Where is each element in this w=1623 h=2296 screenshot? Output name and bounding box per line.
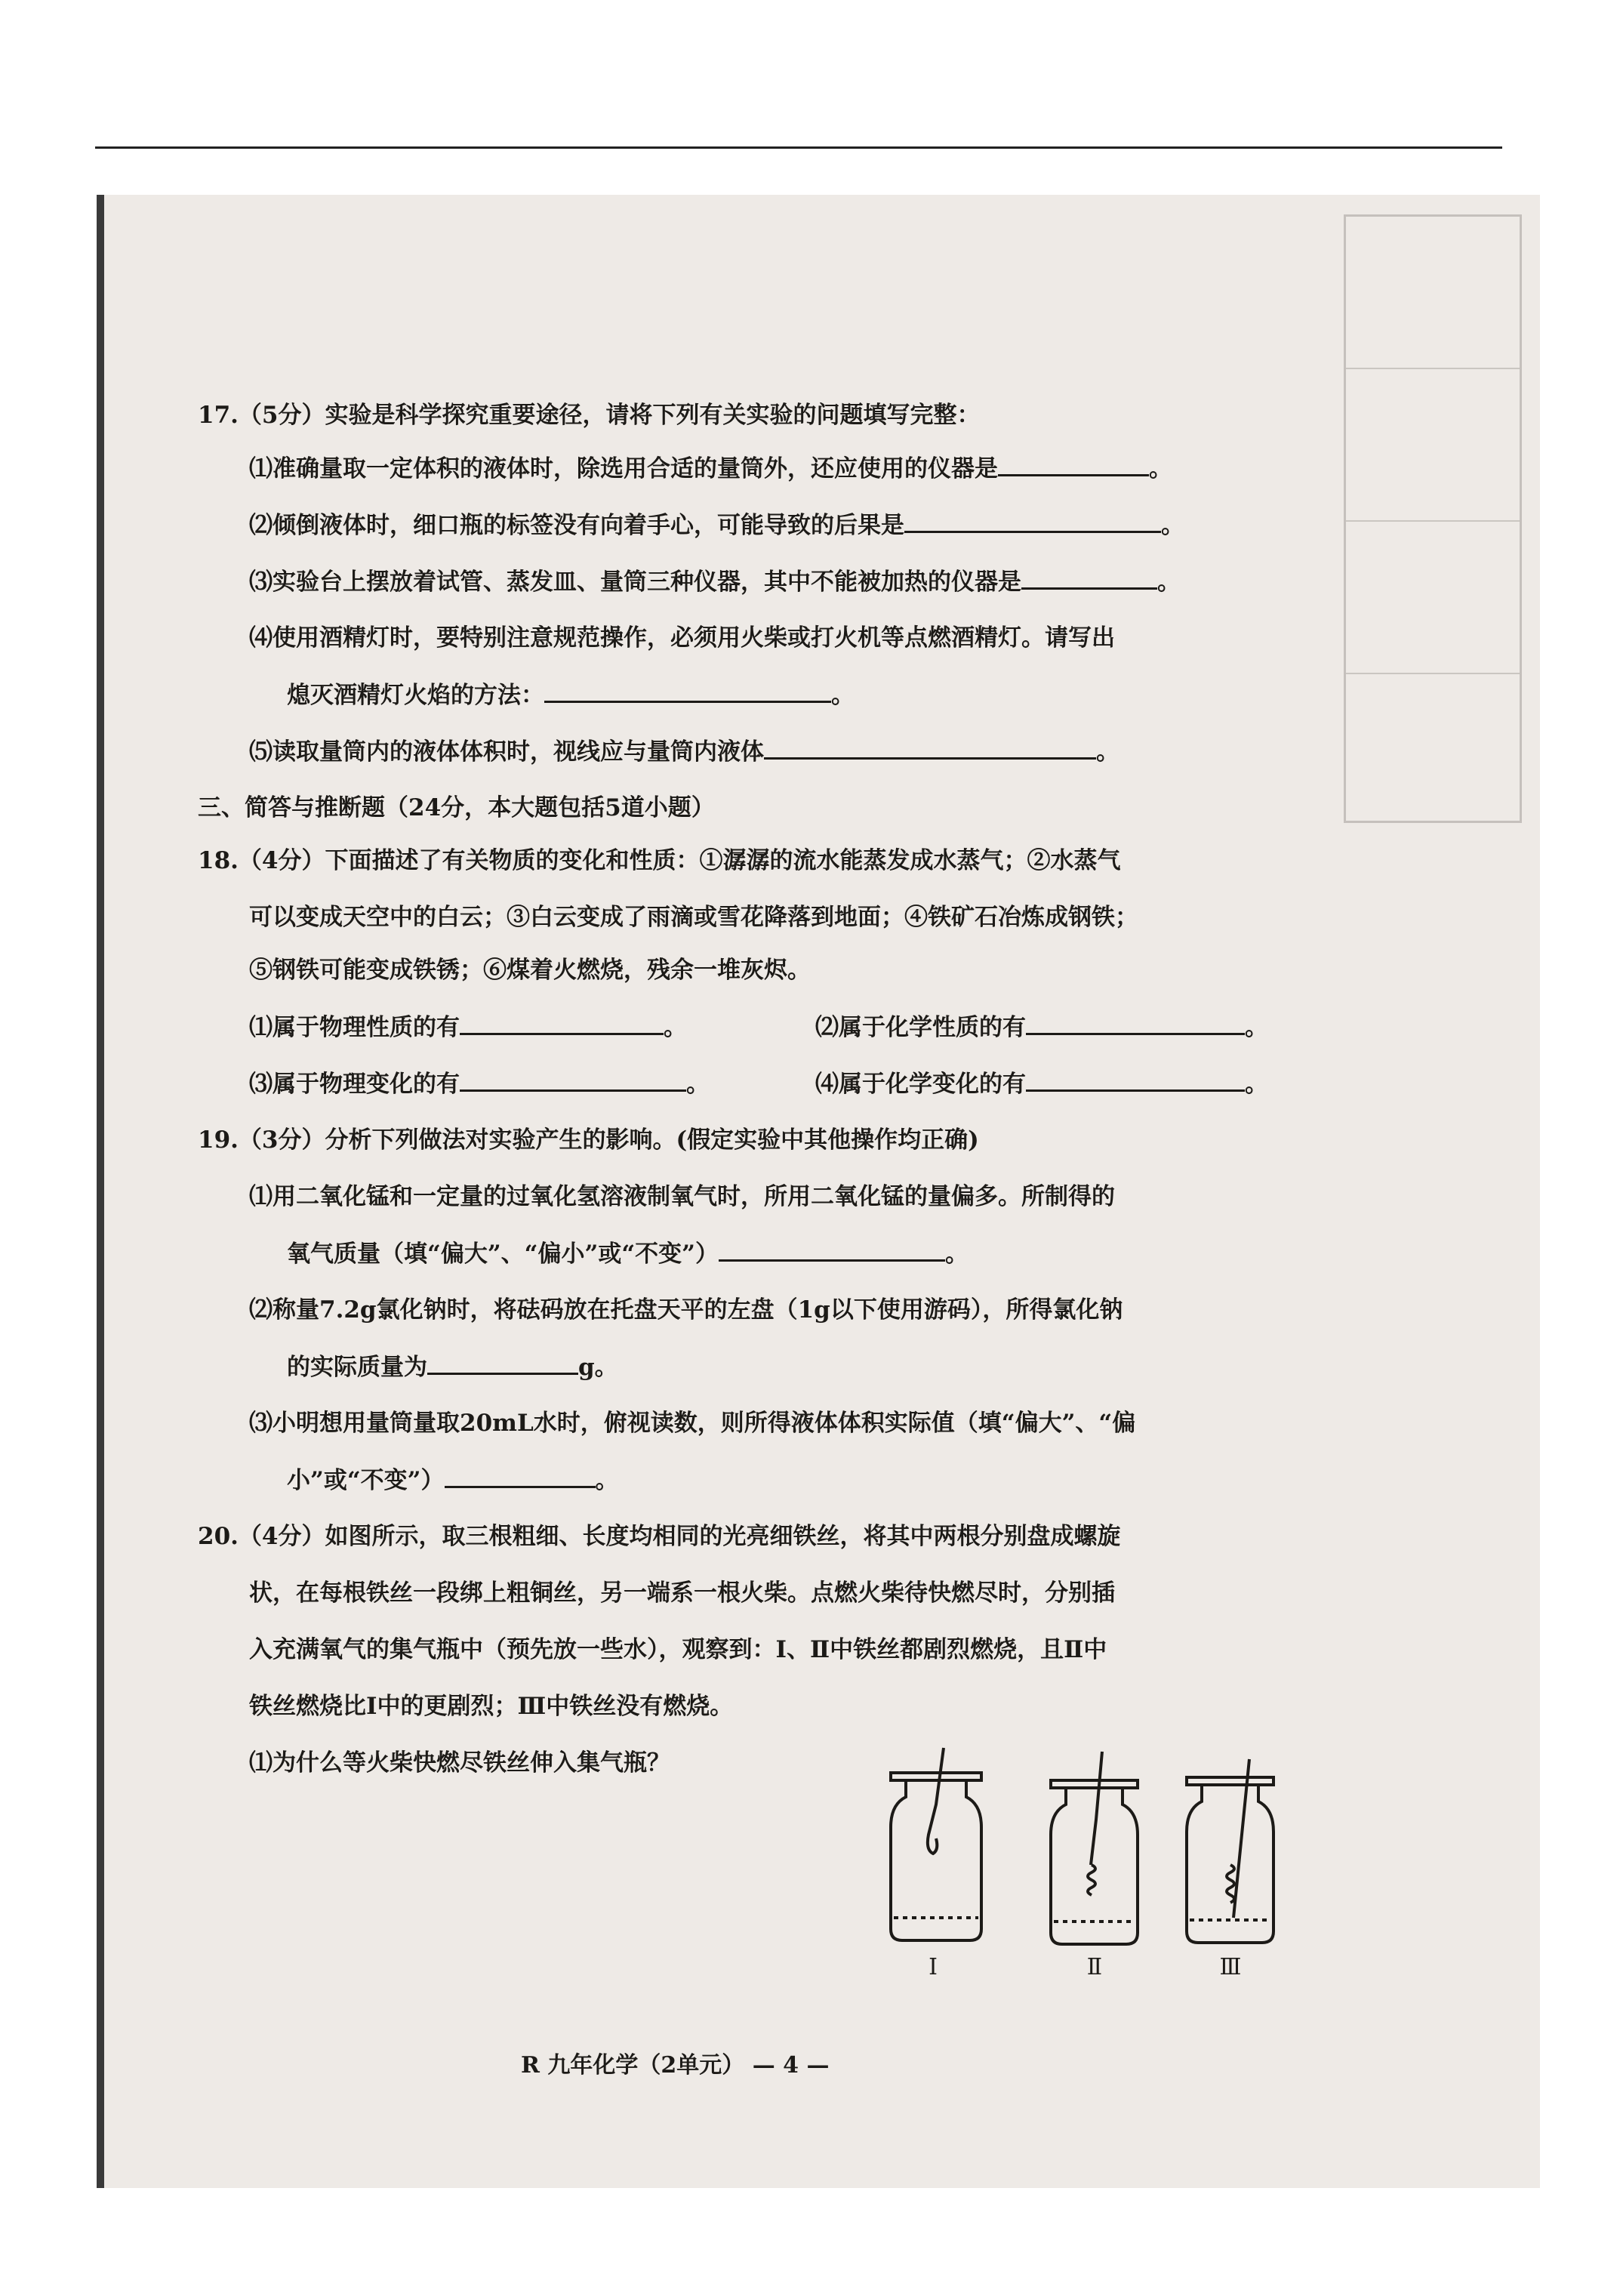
answer-blank[interactable] (719, 1238, 945, 1262)
jar-3 (1187, 1759, 1273, 1943)
q18-part4: ⑷属于化学变化的有 。 (815, 1068, 1268, 1099)
answer-blank[interactable] (1021, 566, 1157, 590)
q17-stem: 17.（5分）实验是科学探究重要途径，请将下列有关实验的问题填写完整： (198, 402, 981, 429)
q18-stem-3: ⑤钢铁可能变成铁锈；⑥煤着火燃烧，残余一堆灰烬。 (249, 957, 811, 984)
q20-stem-2: 状，在每根铁丝一段绑上粗铜丝，另一端系一根火柴。点燃火柴待快燃尽时，分别插 (249, 1579, 1115, 1607)
q20-stem-1: 20.（4分）如图所示，取三根粗细、长度均相同的光亮细铁丝，将其中两根分别盘成螺旋 (198, 1523, 1121, 1550)
q19-part1b: 氧气质量（填“偏大”、“偏小”或“不变”） 。 (287, 1238, 969, 1269)
q17-part4b: 熄灭酒精灯火焰的方法： 。 (287, 680, 855, 710)
q17-part5: ⑸读取量筒内的液体体积时，视线应与量筒内液体 。 (249, 736, 1119, 767)
answer-blank[interactable] (1026, 1012, 1245, 1035)
q17-part2: ⑵倾倒液体时，细口瓶的标签没有向着手心，可能导致的后果是 。 (249, 510, 1184, 541)
answer-blank[interactable] (904, 510, 1161, 533)
answer-blank[interactable] (764, 736, 1096, 760)
q17-part4: ⑷使用酒精灯时，要特别注意规范操作，必须用火柴或打火机等点燃酒精灯。请写出 (249, 624, 1115, 652)
answer-blank[interactable] (445, 1465, 596, 1488)
q20-part1: ⑴为什么等火柴快燃尽铁丝伸入集气瓶？ (249, 1749, 670, 1777)
section-heading: 三、简答与推断题（24分，本大题包括5道小题） (198, 794, 715, 821)
answer-blank[interactable] (460, 1012, 664, 1035)
gas-jar-figure (876, 1729, 1329, 1978)
q20-stem-4: 铁丝燃烧比Ⅰ中的更剧烈；Ⅲ中铁丝没有燃烧。 (249, 1693, 734, 1720)
q19-part3b: 小”或“不变”） 。 (287, 1465, 619, 1496)
jar-1 (891, 1748, 981, 1940)
bleed-through-box (1344, 214, 1522, 823)
q18-part3: ⑶属于物理变化的有 。 (249, 1068, 710, 1099)
q18-stem-2: 可以变成天空中的白云；③白云变成了雨滴或雪花降落到地面；④铁矿石冶炼成钢铁； (249, 904, 1138, 931)
q19-part2: ⑵称量7.2g氯化钠时，将砝码放在托盘天平的左盘（1g以下使用游码），所得氯化钠 (249, 1296, 1123, 1324)
jar-2 (1051, 1752, 1138, 1944)
q20-stem-3: 入充满氧气的集气瓶中（预先放一些水），观察到：Ⅰ、Ⅱ中铁丝都剧烈燃烧，且Ⅱ中 (249, 1636, 1107, 1663)
q19-part1: ⑴用二氧化锰和一定量的过氧化氢溶液制氧气时，所用二氧化锰的量偏多。所制得的 (249, 1183, 1115, 1210)
q18-stem-1: 18.（4分）下面描述了有关物质的变化和性质：①潺潺的流水能蒸发成水蒸气；②水蒸气 (198, 847, 1121, 874)
q19-part3: ⑶小明想用量筒量取20mL水时，俯视读数，则所得液体体积实际值（填“偏大”、“偏 (249, 1410, 1136, 1437)
q19-stem: 19.（3分）分析下列做法对实验产生的影响。(假定实验中其他操作均正确) (198, 1126, 979, 1154)
answer-blank[interactable] (1026, 1068, 1245, 1092)
q17-part1: ⑴准确量取一定体积的液体时，除选用合适的量筒外，还应使用的仪器是 。 (249, 453, 1172, 484)
jar-label-3: Ⅲ (1219, 1954, 1242, 1978)
page-footer: R 九年化学（2单元） — 4 — (521, 2052, 830, 2079)
answer-blank[interactable] (460, 1068, 686, 1092)
jar-label-2: Ⅱ (1086, 1954, 1103, 1978)
top-rule (95, 146, 1502, 149)
q17-part3: ⑶实验台上摆放着试管、蒸发皿、量筒三种仪器，其中不能被加热的仪器是 。 (249, 566, 1181, 597)
answer-blank[interactable] (998, 453, 1149, 476)
answer-blank[interactable] (544, 680, 831, 703)
answer-blank[interactable] (427, 1351, 578, 1375)
jar-label-1: Ⅰ (929, 1954, 938, 1978)
q18-part2: ⑵属于化学性质的有 。 (815, 1012, 1268, 1043)
q19-part2b: 的实际质量为 g。 (287, 1351, 618, 1382)
q18-part1: ⑴属于物理性质的有 。 (249, 1012, 687, 1043)
